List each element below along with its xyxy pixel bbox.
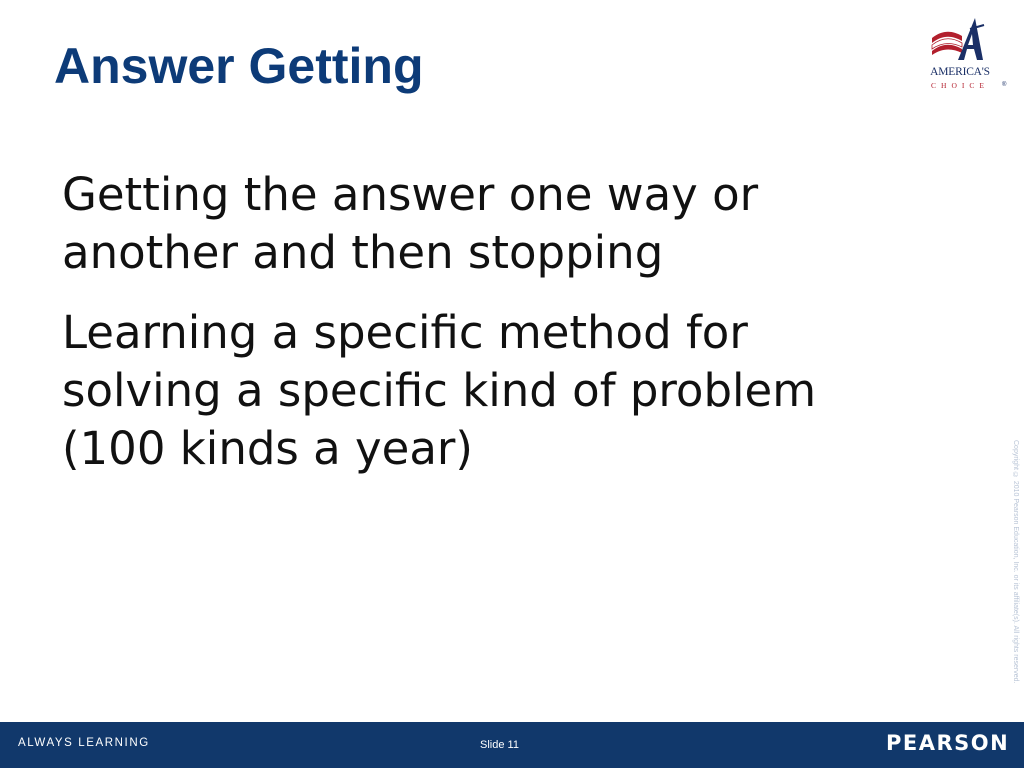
bullet-item [62,166,982,282]
bullet-line: Learning a specific method for [62,306,748,359]
slide-number: Slide 11 [480,739,519,751]
registered-mark: ® [1002,82,1007,88]
bullet-line: (100 kinds a year) [62,422,473,475]
flag-a-icon [930,16,992,62]
bullet-line: another and then stopping [62,226,664,279]
logo-subtitle: CHOICE [931,81,989,90]
americas-choice-logo [912,16,1012,96]
bullet-item [62,304,982,478]
footer-tagline: ALWAYS LEARNING [18,737,150,749]
copyright-notice: Copyright © 2010 Pearson Education, Inc. or its affiliate(s). All rights reserved. [1012,440,1019,684]
bullet-line: Getting the answer one way or [62,168,759,221]
footer-bar [0,722,1024,768]
bullet-list [62,166,982,500]
bullet-line: solving a specific kind of problem [62,364,817,417]
pearson-logo: PEARSON [886,731,1010,755]
slide-title: Answer Getting [54,38,424,94]
logo-wordmark: AMERICA'S [930,66,990,78]
